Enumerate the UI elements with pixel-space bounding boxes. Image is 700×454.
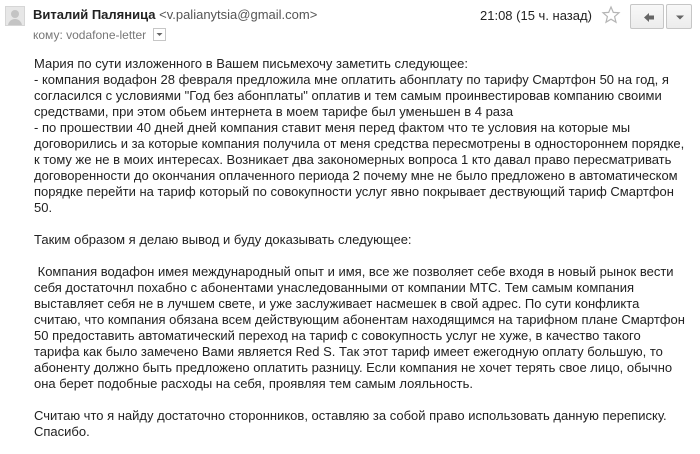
avatar-body: [8, 19, 22, 26]
body-line: Спасибо.: [34, 424, 90, 439]
body-line: договорились и за которые компания получила от меня средства пересмотрены в одностороннем порядке,: [34, 136, 685, 151]
body-line: считаю, что компания обязана всем действующим абонентам находящимся на тарифном плане Смартфон: [34, 312, 685, 327]
body-line: 50 предоставить автоматический переход на тариф с совокупность услуг не хуже, в качество такого: [34, 328, 641, 343]
message-time: 21:08 (15 ч. назад): [480, 8, 592, 23]
to-prefix: кому:: [33, 28, 63, 42]
body-line: порядке перейти на тариф который по совокупности услуг явно покрывает дествующий тариф Смартфон: [34, 184, 674, 199]
to-value: vodafone-letter: [66, 28, 147, 42]
sender-line: [33, 7, 317, 22]
body-line: абоненту должно быть предложено оплатить разницу. Если компания не хочет терять свое лицо, обычно: [34, 360, 673, 375]
body-line: к тому же не в моих интересах. Возникает два закономерных вопроса 1 кто давал право пересматривать: [34, 152, 672, 167]
body-line: договоренности до окончания оплаченного периода 2 почему мне не было предложено в автоматическом: [34, 168, 678, 183]
paragraph-gap: [34, 216, 694, 232]
body-line: Мария по сути изложенного в Вашем письмехочу заметить следующее:: [34, 56, 468, 71]
body-line: себя достаточнл похабно с абонентами унаследованными от компании МТС. Тем самым компания: [34, 280, 635, 295]
avatar-head: [11, 10, 19, 18]
recipient-line: [33, 28, 166, 42]
sender-email: <v.palianytsia@gmail.com>: [159, 7, 318, 22]
body-line: она берет подобные расходы на себя, проявляя тем самым лояльность.: [34, 376, 473, 391]
message-body: [34, 56, 694, 440]
body-line: согласился с условиями "Год без абонплаты" оплатив и тем самым проинвестировав компанию своими: [34, 88, 662, 103]
paragraph-gap: [34, 392, 694, 408]
body-line: 50.: [34, 200, 53, 215]
body-line: выставляет себя не в лучшем свете, и уже заслуживает насмешек в свой адрес. По сути конфликта: [34, 296, 640, 311]
body-line: Компания водафон имея международный опыт и имя, все же позволяет себе входя в новый рынок вести: [34, 264, 674, 279]
reply-button[interactable]: [630, 4, 664, 29]
chevron-down-icon: [667, 5, 693, 30]
body-line: Считаю что я найду достаточно сторонников, оставляю за собой право использовать данную переписку.: [34, 408, 667, 423]
more-actions-button[interactable]: [666, 4, 692, 29]
body-line: тарифа как было замечено Вами является Red S. Так этот тариф имеет ежегодную оплату большую, то: [34, 344, 663, 359]
paragraph-gap: [34, 248, 694, 264]
star-icon[interactable]: [601, 5, 621, 25]
details-dropdown[interactable]: [153, 28, 166, 41]
body-line: - компания водафон 28 февраля предложила мне оплатить абонплату по тарифу Смартфон 50 на год, я: [34, 72, 669, 87]
reply-arrow-icon: [631, 5, 665, 30]
sender-name[interactable]: Виталий Паляница: [33, 7, 156, 22]
avatar-icon[interactable]: [5, 6, 25, 26]
message-header: [0, 0, 700, 46]
body-line: - по прошествии 40 дней дней компания ставит меня перед фактом что те условия на которые мы: [34, 120, 631, 135]
body-line: средствами, при этом обьем интернета в моем тарифе был уменьшен в 4 раза: [34, 104, 514, 119]
chevron-down-icon: [154, 29, 165, 40]
body-line: Таким образом я делаю вывод и буду доказывать следующее:: [34, 232, 412, 247]
